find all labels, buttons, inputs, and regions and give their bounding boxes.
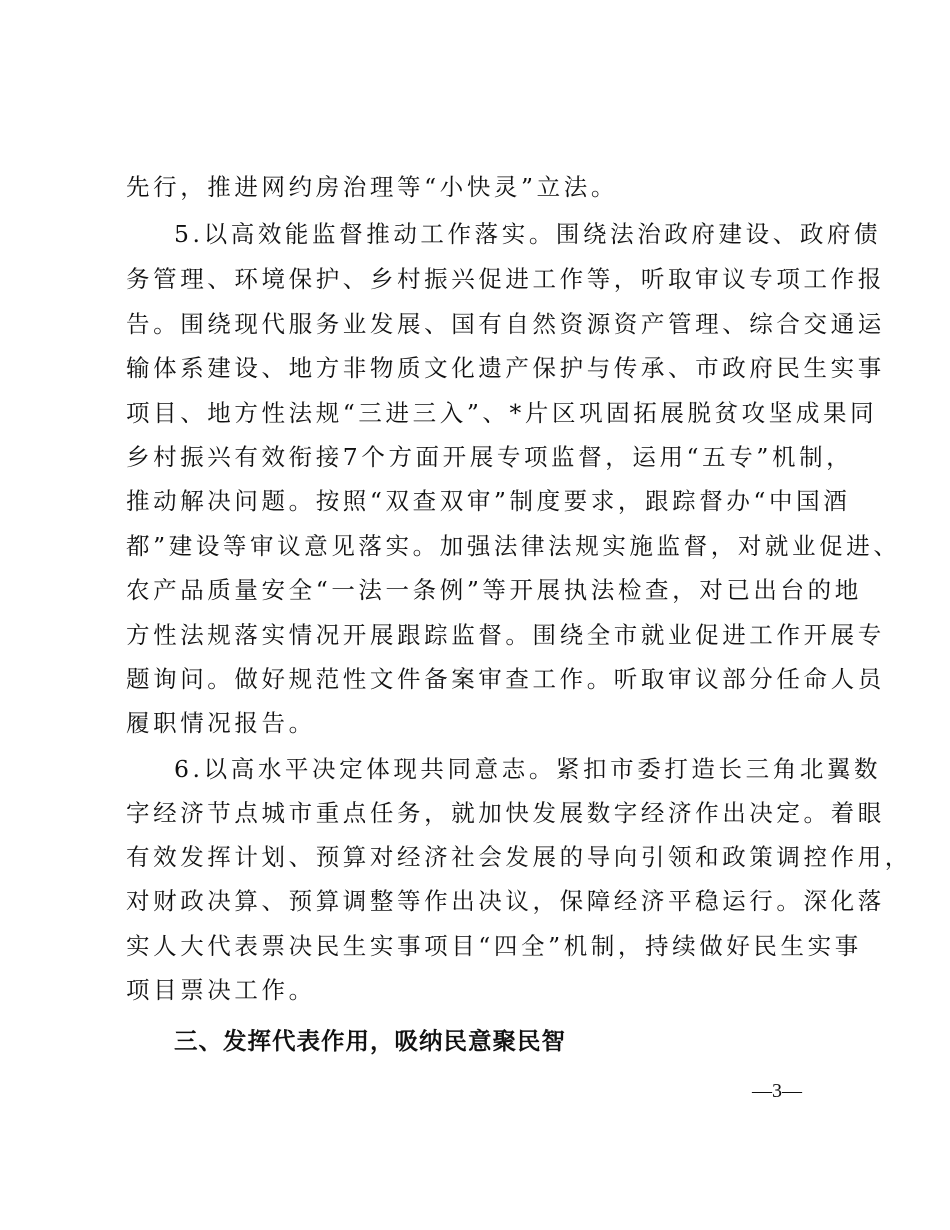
paragraph-line-item-5-start: 5.以高效能监督推动工作落实。围绕法治政府建设、政府债 <box>174 220 882 248</box>
paragraph-line: 对财政决算、预算调整等作出决议，保障经济平稳运行。深化落 <box>126 887 885 915</box>
paragraph-line: 履职情况报告。 <box>126 709 316 737</box>
paragraph-line: 有效发挥计划、预算对经济社会发展的导向引领和政策调控作用， <box>126 843 912 871</box>
paragraph-line: 农产品质量安全“一法一条例”等开展执法检查，对已出台的地 <box>126 576 862 604</box>
paragraph-line: 先行，推进网约房治理等“小快灵”立法。 <box>126 173 618 201</box>
section-heading: 三、发挥代表作用，吸纳民意聚民智 <box>174 1027 566 1055</box>
paragraph-line: 务管理、环境保护、乡村振兴促进工作等，听取审议专项工作报 <box>126 265 885 293</box>
paragraph-line: 项目票决工作。 <box>126 976 316 1004</box>
paragraph-line-item-6-start: 6.以高水平决定体现共同意志。紧扣市委打造长三角北翼数 <box>174 755 882 783</box>
paragraph-line: 项目、地方性法规“三进三入”、*片区巩固拓展脱贫攻坚成果同 <box>126 399 878 427</box>
paragraph-line: 推动解决问题。按照“双查双审”制度要求，跟踪督办“中国酒 <box>126 487 851 515</box>
paragraph-line: 都”建设等审议意见落实。加强法律法规实施监督，对就业促进、 <box>126 532 901 560</box>
paragraph-line: 题询问。做好规范性文件备案审查工作。听取审议部分任命人员 <box>126 665 885 693</box>
paragraph-line: 方性法规落实情况开展跟踪监督。围绕全市就业促进工作开展专 <box>126 621 885 649</box>
paragraph-line: 乡村振兴有效衔接7个方面开展专项监督，运用“五专”机制， <box>126 443 854 471</box>
paragraph-line: 实人大代表票决民生实事项目“四全”机制，持续做好民生实事 <box>126 932 862 960</box>
paragraph-line: 输体系建设、地方非物质文化遗产保护与传承、市政府民生实事 <box>126 354 885 382</box>
paragraph-line: 字经济节点城市重点任务，就加快发展数字经济作出决定。着眼 <box>126 799 885 827</box>
paragraph-line: 告。围绕现代服务业发展、国有自然资源资产管理、综合交通运 <box>126 310 885 338</box>
page-number: —3— <box>752 1080 802 1102</box>
